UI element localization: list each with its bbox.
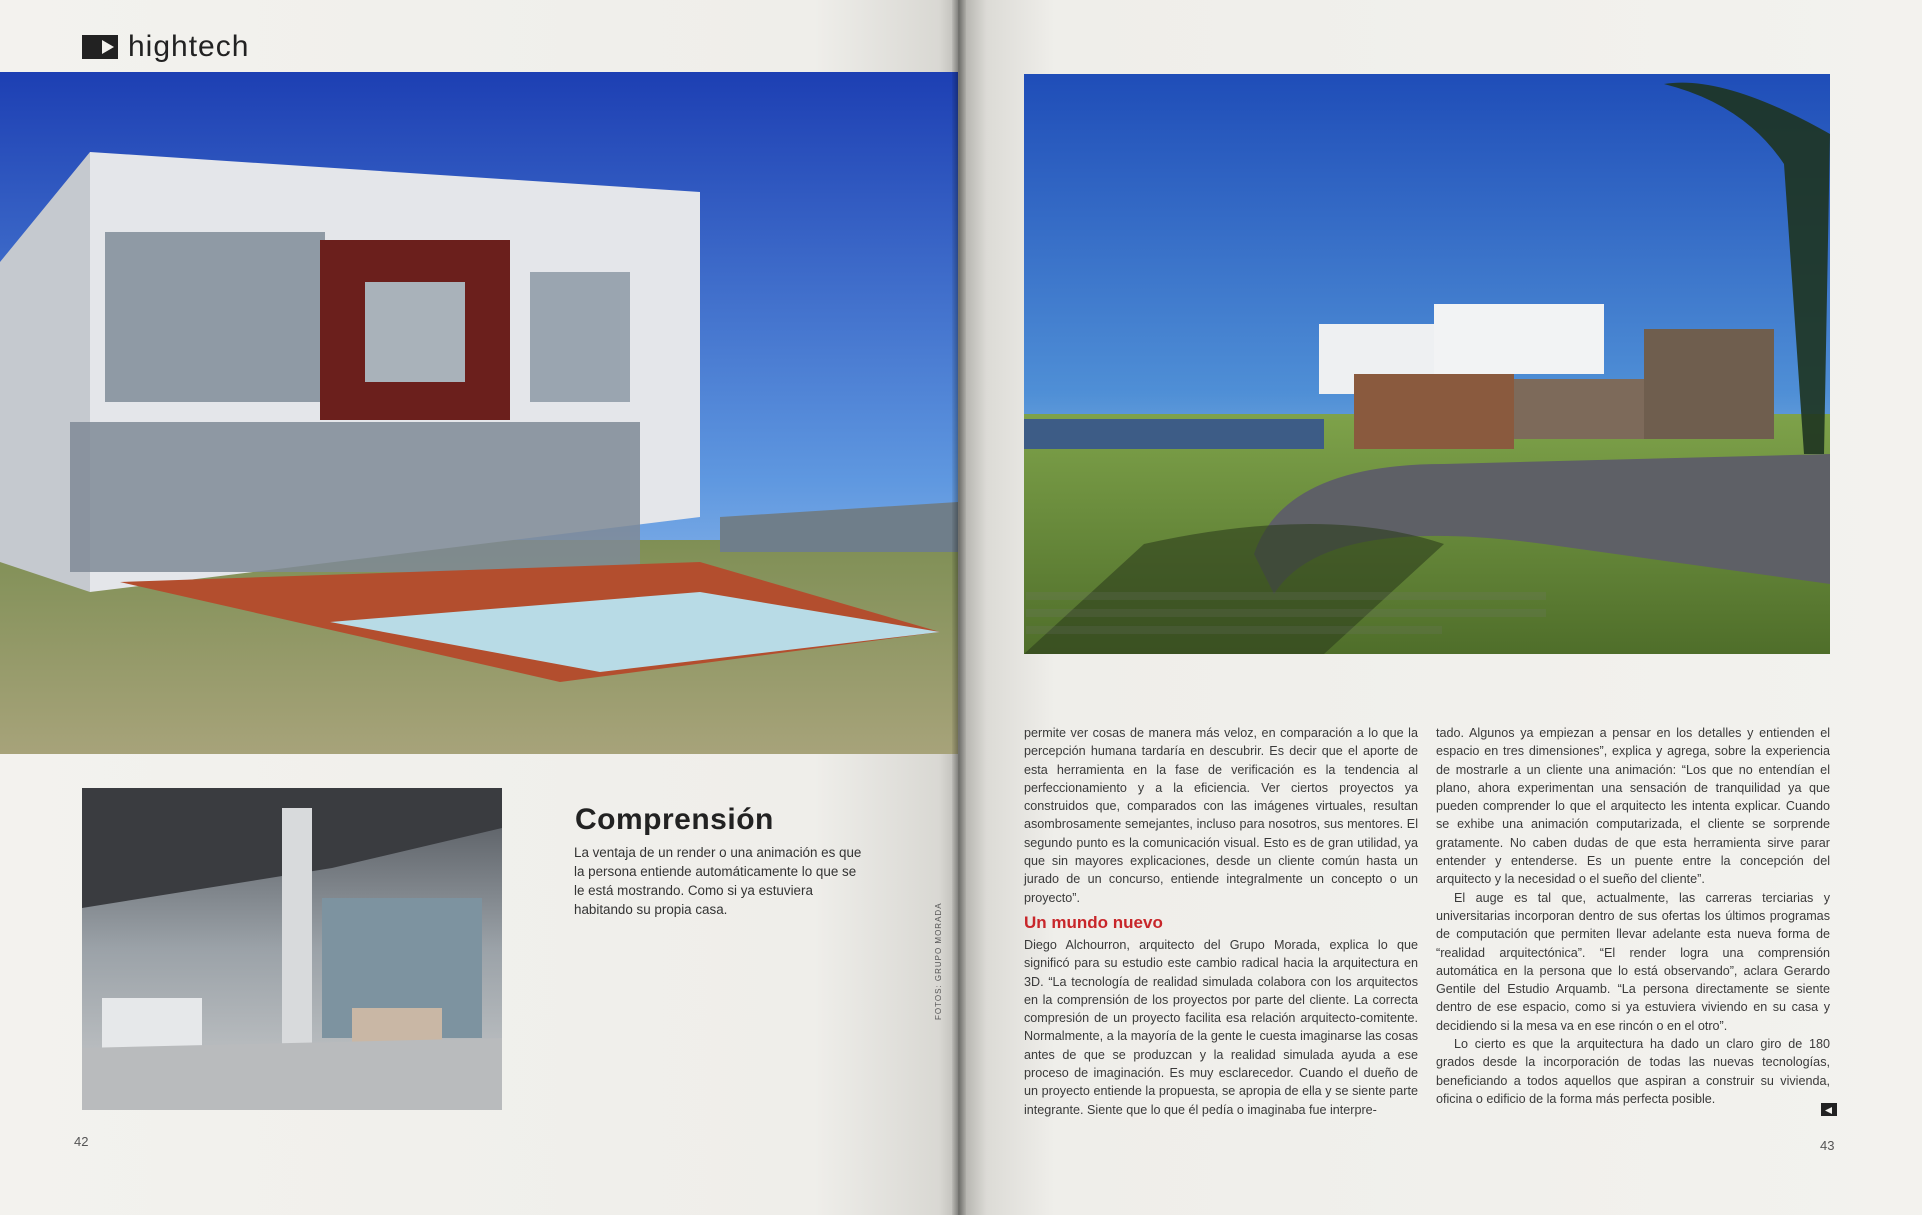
caption-title: Comprensión xyxy=(575,803,774,836)
article-column-1 xyxy=(1024,724,1418,1119)
faded-show-through-text xyxy=(1026,592,1546,652)
photo-credit: FOTOS: GRUPO MORADA xyxy=(934,902,943,1020)
caption-text: La ventaja de un render o una animación es que la persona entiende automáticamente lo que se le está mostrando. Como si ya estuviera habitando su propia casa. xyxy=(574,845,862,917)
column2-paragraph-3: Lo cierto es que la arquitectura ha dado un claro giro de 180 grados desde la incorporación de todas las nuevas tecnologías, beneficiando a todos aquellos que aspiran a construir su vivienda, oficina o edificio de la forma más perfecta posible. xyxy=(1436,1037,1830,1106)
section-tag xyxy=(82,30,249,64)
end-of-article-icon xyxy=(1821,1103,1837,1114)
house-render-photo xyxy=(0,72,958,754)
subhead-un-mundo-nuevo: Un mundo nuevo xyxy=(1024,912,1163,932)
page-number-left: 42 xyxy=(74,1134,89,1149)
column2-paragraph-2: El auge es tal que, actualmente, las carreras terciarias y universitarias incorporan dentro de sus ofertas los últimos programas de computación que permiten llevar adelante esta nueva forma de “realidad arquitectónica”. “El render logra una comprensión automática en la persona que lo está observando”, aclara Gerardo Gentile del Estudio Arquamb. “La persona directamente se siente dentro de ese espacio, como si ya estuviera viviendo en su casa y decidiendo si la mesa va en ese rincón o en el otro”. xyxy=(1436,890,1830,1033)
page-number-right: 43 xyxy=(1820,1138,1835,1153)
column2-paragraph-1: tado. Algunos ya empiezan a pensar en los detalles y entienden el espacio en tres dimensiones”, explica y agrega, sobre la experiencia de mostrarle a un cliente una animación: “Los que no entendían el plano, ahora experimentan una sensación de tranquilidad ya que pueden comprender lo que el arquitecto les intenta explicar. Cuando se exhibe una animación computarizada, el cliente se sorprende gratamente. No caben dudas de que esta herramienta sirve parar entender y entenderse. Es un puente entre la concepción del arquitecto y la necesidad o el sueño del cliente”. xyxy=(1436,726,1830,887)
left-page xyxy=(0,0,958,1215)
column1-paragraph-2: Diego Alchourron, arquitecto del Grupo Morada, explica lo que significó para su estudio este cambio radical hacia la arquitectura en 3D. “La tecnología de realidad simulada colabora con los arquitectos en la comprensión de los proyectos por parte del cliente. La correcta compresión de un proyecto facilita esa relación arquitecto-comitente. Normalmente, a la mayoría de la gente le cuesta imaginarse las cosas antes de que se produzcan y la realidad simulada ayuda a ese proceso de imaginación. Es muy esclarecedor. Cuando el dueño de un proyecto entiende la propuesta, se apropia de ella y se siente parte integrante. Siente que lo que él pedía o imaginaba fue interpre- xyxy=(1024,937,1418,1117)
built-house-photo xyxy=(1024,74,1830,654)
interior-render-photo xyxy=(82,788,502,1110)
column1-paragraph-1: permite ver cosas de manera más veloz, en comparación a lo que la percepción humana tardaría en descubrir. Es decir que el aporte de esta herramienta en la fase de verificación es la tendencia al perfeccionamiento y a la eficiencia. Ver ciertos proyectos ya construidos que, comparados con las imágenes virtuales, resultan asombrosamente semejantes, incluso para nosotros, sus mentores. El segundo punto es la comunicación visual. Esto es de gran utilidad, ya que sin mayores explicaciones, desde un cliente común hasta un jurado de un concurso, entiende integralmente un concepto o un proyecto”. xyxy=(1024,726,1418,905)
section-label: hightech xyxy=(128,30,250,63)
spine-gutter xyxy=(952,0,966,1215)
play-arrow-icon xyxy=(82,35,118,59)
article-column-2 xyxy=(1436,724,1830,1108)
right-page xyxy=(958,0,1922,1215)
